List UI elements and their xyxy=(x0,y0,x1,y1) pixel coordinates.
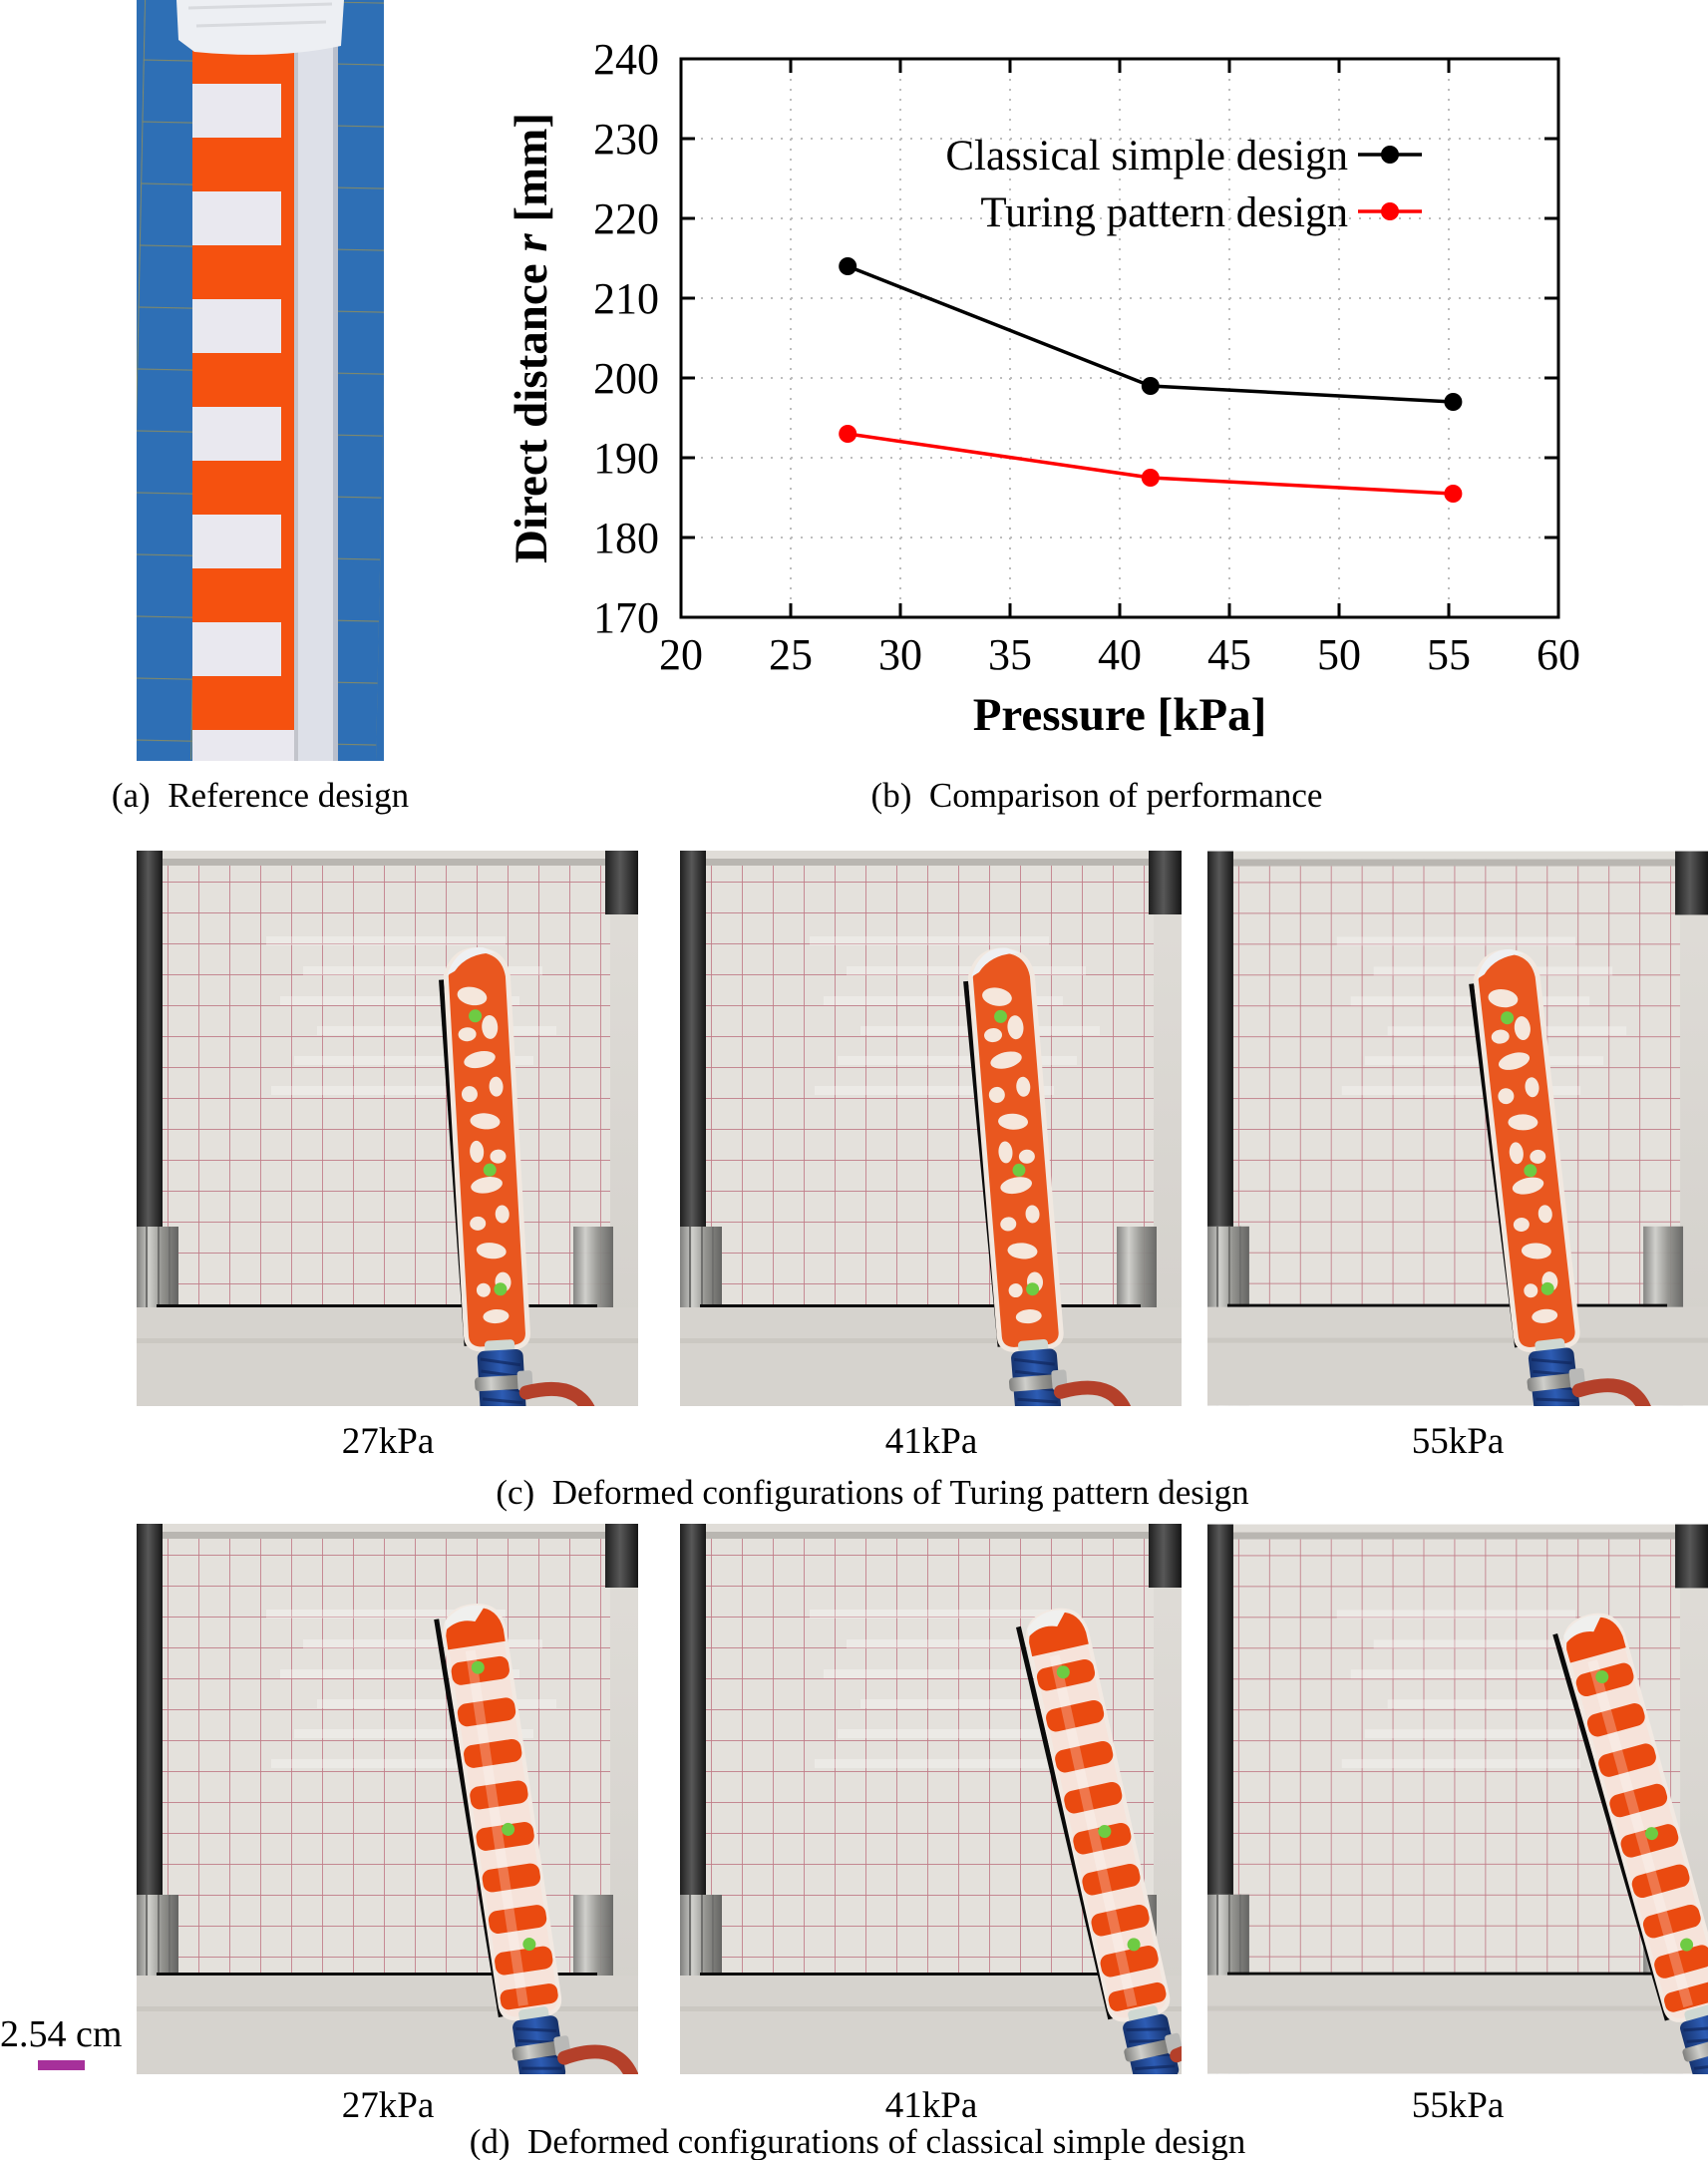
svg-text:55: 55 xyxy=(1427,630,1471,679)
svg-text:50: 50 xyxy=(1317,630,1361,679)
photo-classical-41kpa xyxy=(680,1524,1182,2074)
svg-text:220: 220 xyxy=(593,194,659,243)
svg-text:40: 40 xyxy=(1098,630,1142,679)
svg-text:180: 180 xyxy=(593,514,659,562)
svg-text:60: 60 xyxy=(1537,630,1580,679)
caption-panel-c: (c) Deformed configurations of Turing pattern design xyxy=(496,1473,1249,1512)
svg-text:210: 210 xyxy=(593,274,659,323)
caption-panel-a: (a) Reference design xyxy=(111,776,410,815)
pressure-label-d-55: 55kPa xyxy=(1411,2085,1505,2126)
scale-bar-label: 2.54 cm xyxy=(0,2013,123,2055)
svg-text:190: 190 xyxy=(593,434,659,483)
svg-text:170: 170 xyxy=(593,593,659,642)
svg-text:20: 20 xyxy=(659,630,703,679)
svg-text:Pressure [kPa]: Pressure [kPa] xyxy=(972,689,1267,741)
pressure-label-d-41: 41kPa xyxy=(884,2085,978,2126)
pressure-label-c-55: 55kPa xyxy=(1411,1421,1505,1462)
svg-text:45: 45 xyxy=(1207,630,1251,679)
photo-classical-27kpa xyxy=(137,1524,638,2074)
svg-text:Classical simple design: Classical simple design xyxy=(945,133,1348,180)
caption-panel-d: (d) Deformed configurations of classical simple design xyxy=(469,2122,1246,2160)
photo-classical-55kpa xyxy=(1207,1524,1708,2074)
pressure-label-c-41: 41kPa xyxy=(884,1421,978,1462)
svg-text:35: 35 xyxy=(988,630,1032,679)
svg-text:Direct distance r [mm]: Direct distance r [mm] xyxy=(506,112,557,564)
photo-turing-55kpa xyxy=(1207,851,1708,1406)
pressure-label-c-27: 27kPa xyxy=(341,1421,435,1462)
photo-turing-27kpa xyxy=(137,851,638,1406)
svg-text:25: 25 xyxy=(769,630,813,679)
svg-text:200: 200 xyxy=(593,354,659,403)
svg-text:30: 30 xyxy=(878,630,922,679)
svg-text:230: 230 xyxy=(593,115,659,164)
performance-chart xyxy=(489,20,1585,778)
pressure-label-d-27: 27kPa xyxy=(341,2085,435,2126)
svg-text:240: 240 xyxy=(593,35,659,84)
photo-reference-design xyxy=(137,0,384,761)
caption-panel-b: (b) Comparison of performance xyxy=(870,776,1323,815)
photo-turing-41kpa xyxy=(680,851,1182,1406)
scale-bar xyxy=(38,2060,85,2070)
svg-text:Turing pattern design: Turing pattern design xyxy=(980,189,1348,236)
